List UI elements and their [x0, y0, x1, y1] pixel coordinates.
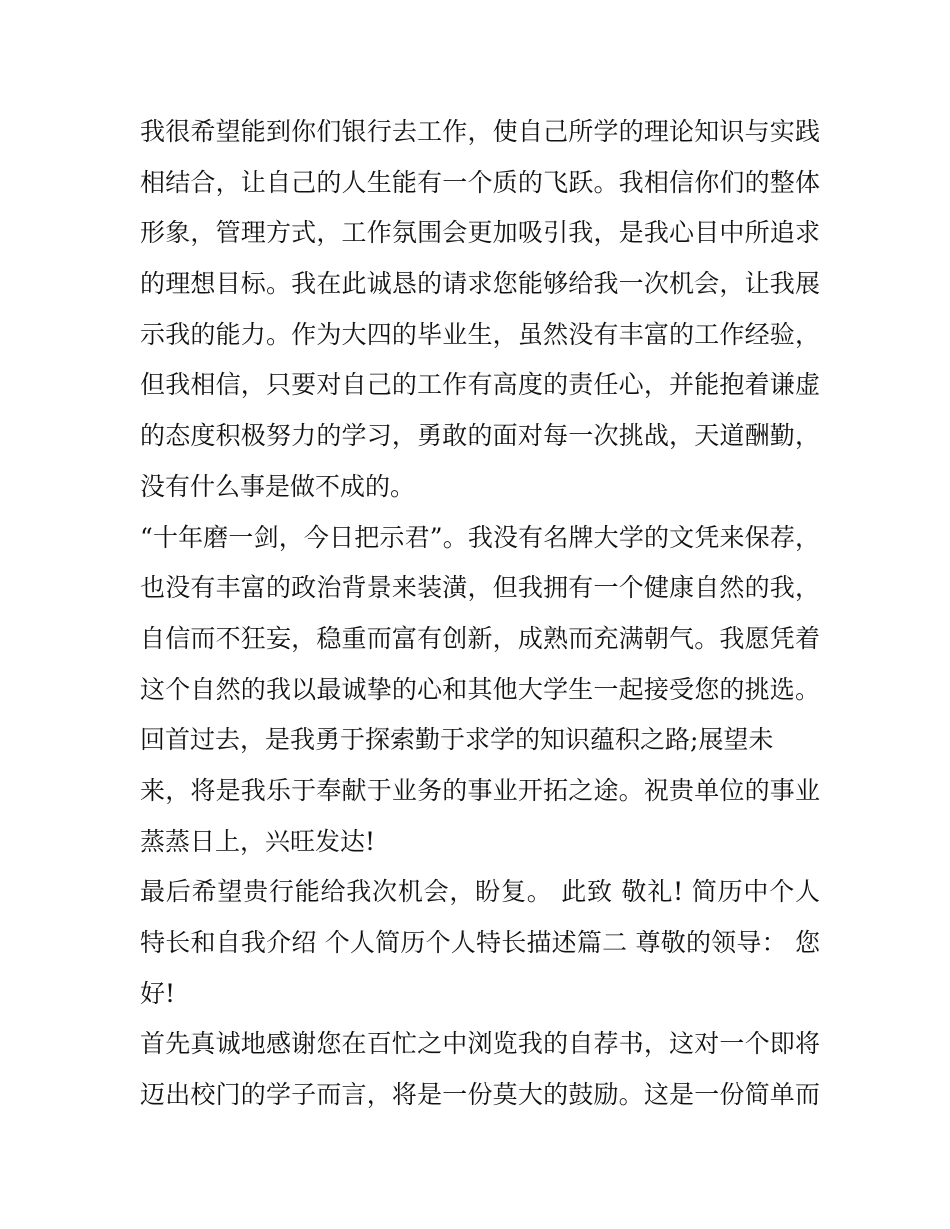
text-line: 示我的能力。作为大四的毕业生，虽然没有丰富的工作经验，: [140, 319, 820, 349]
text-line: 没有什么事是做不成的。: [140, 471, 416, 501]
text-line: 相结合，让自己的人生能有一个质的飞跃。我相信你们的整体: [140, 167, 820, 197]
text-line: 回首过去，是我勇于探索勤于求学的知识蕴积之路;展望未: [140, 725, 774, 755]
text-line: 来，将是我乐于奉献于业务的事业开拓之途。祝贵单位的事业: [140, 775, 820, 805]
text-line: “十年磨一剑，今日把示君”。我没有名牌大学的文凭来保荐，: [140, 522, 820, 552]
text-line: 蒸蒸日上，兴旺发达!: [140, 826, 376, 856]
text-line: 好!: [140, 978, 176, 1008]
text-line: 的理想目标。我在此诚恳的请求您能够给我一次机会，让我展: [140, 269, 820, 299]
body-text: [140, 107, 820, 1121]
text-line: 特长和自我介绍 个人简历个人特长描述篇二 尊敬的领导： 您: [140, 928, 820, 957]
text-line: 首先真诚地感谢您在百忙之中浏览我的自荐书，这对一个即将: [140, 1029, 820, 1059]
text-line: 最后希望贵行能给我次机会，盼复。 此致 敬礼! 简历中个人: [140, 877, 820, 907]
text-line: 迈出校门的学子而言，将是一份莫大的鼓励。这是一份简单而: [140, 1080, 820, 1110]
text-line: 我很希望能到你们银行去工作，使自己所学的理论知识与实践: [140, 117, 820, 146]
text-line: 形象，管理方式，工作氛围会更加吸引我，是我心目中所追求: [140, 218, 820, 248]
text-line: 但我相信，只要对自己的工作有高度的责任心，并能抱着谦虚: [140, 370, 820, 400]
text-line: 的态度积极努力的学习，勇敢的面对每一次挑战，天道酬勤，: [140, 421, 820, 451]
text-line: 也没有丰富的政治背景来装潢，但我拥有一个健康自然的我，: [140, 573, 820, 603]
text-line: 自信而不狂妄，稳重而富有创新，成熟而充满朝气。我愿凭着: [140, 623, 820, 653]
text-line: 这个自然的我以最诚挚的心和其他大学生一起接受您的挑选。: [140, 674, 820, 704]
